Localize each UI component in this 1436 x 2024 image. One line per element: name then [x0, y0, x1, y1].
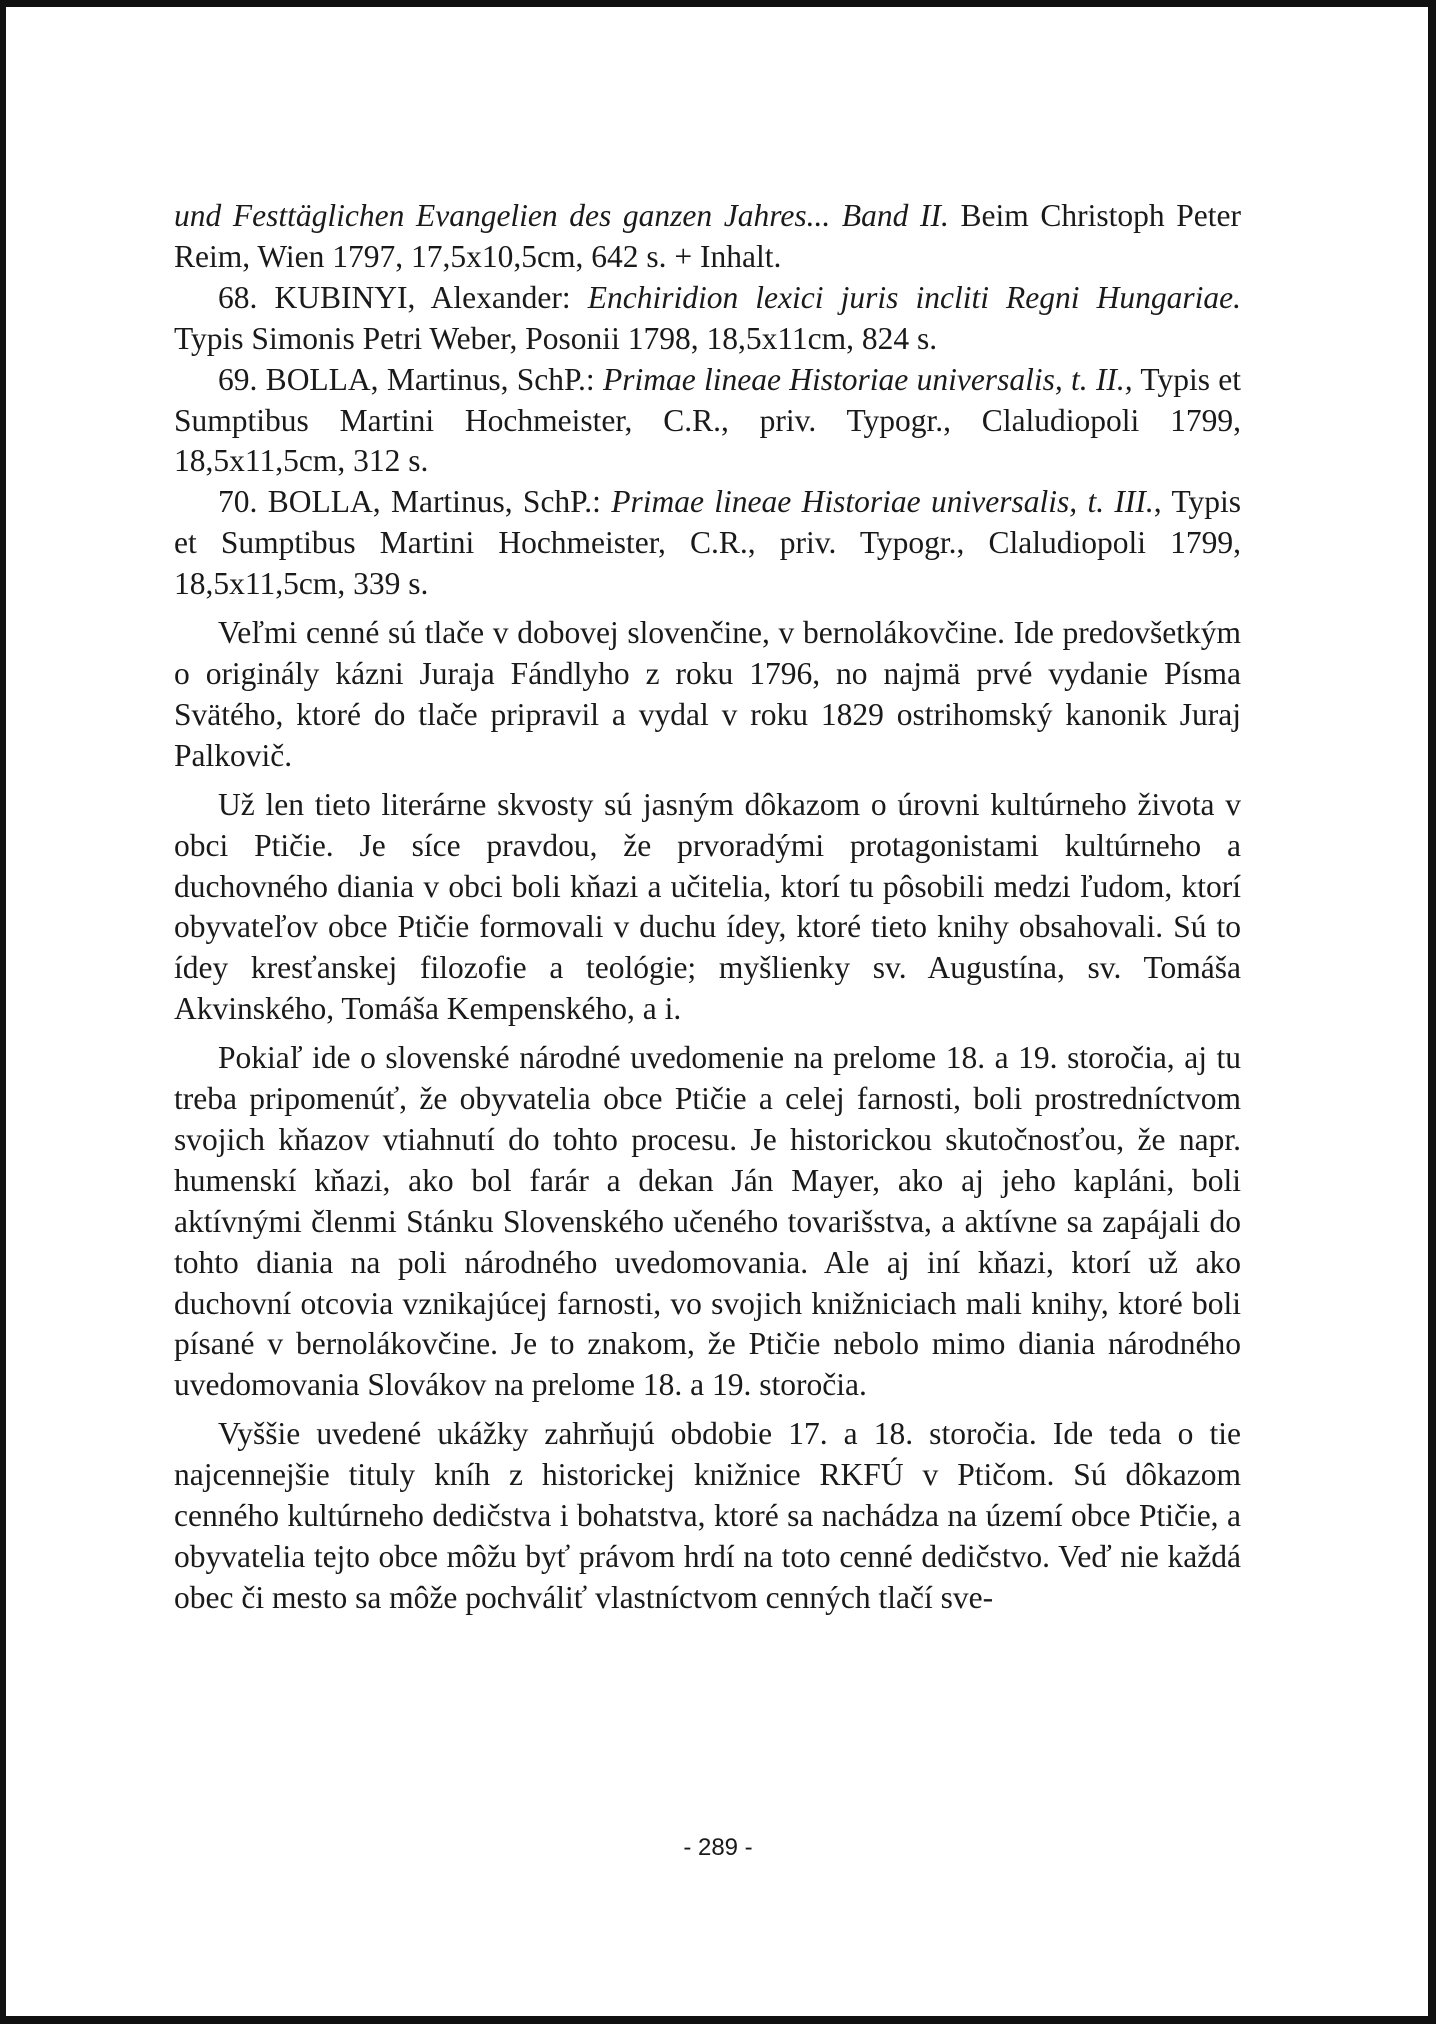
book-title: Enchiridion lexici juris incliti Regni Hungariae. — [587, 279, 1241, 315]
book-title: Primae lineae Historiae universalis, t. III. — [611, 484, 1154, 520]
publication-details: Typis Simonis Petri Weber, Posonii 1798, 18,5x11cm, 824 s. — [174, 320, 938, 356]
body-paragraph: Pokiaľ ide o slovenské národné uvedomenie na prelome 18. a 19. storočia, aj tu treba pripomenúť, že obyvatelia obce Ptičie a celej farnosti, boli prostredníctvom svojich kňazov vtiahnutí do tohto procesu. Je historickou skutočnosťou, že napr. humenskí kňazi, ako bol farár a dekan Ján Mayer, ako aj jeho kapláni, boli aktívnými členmi Stánku Slovenského učeného tovarišstva, a aktívne sa zapájali do tohto diania na poli národného uvedomovania. Ale aj iní kňazi, ktorí už ako duchovní otcovia vznikajúcej farnosti, vo svojich knižniciach mali knihy, ktoré boli písané v bernolákovčine. Je to znakom, že Ptičie nebolo mimo diania národného uvedomovania Slovákov na prelome 18. a 19. storočia. — [174, 1040, 1241, 1403]
page-number: - 289 - — [683, 1834, 753, 1861]
bibliography-entry — [174, 278, 1241, 360]
bibliography-entry — [174, 360, 1241, 483]
entry-author: 70. BOLLA, Martinus, SchP.: — [218, 484, 612, 520]
body-paragraph: Veľmi cenné sú tlače v dobovej slovenčine, v bernolákovčine. Ide predovšetkým o originály kázni Juraja Fándlyho z roku 1796, no najmä prvé vydanie Písma Svätého, ktoré do tlače pripravil a vydal v roku 1829 ostrihomský kanonik Juraj Palkovič. — [174, 615, 1241, 773]
publication-details: , Typis et Sumptibus Martini Hochmeister, C.R., priv. Typogr., Claludiopoli 1799, 18,5x11,5cm, 339 s. — [174, 484, 1241, 602]
publication-details: Beim Christoph Peter Reim, Wien 1797, 17,5x10,5cm, 642 s. + Inhalt. — [174, 198, 1241, 274]
entry-author: 68. KUBINYI, Alexander: — [218, 279, 588, 315]
book-title: Primae lineae Historiae universalis, t. II., — [602, 361, 1133, 397]
entry-author: 69. BOLLA, Martinus, SchP.: — [218, 361, 603, 397]
bibliography-entry — [174, 482, 1241, 605]
body-paragraph: Už len tieto literárne skvosty sú jasným dôkazom o úrovni kultúrneho života v obci Ptičie. Je síce pravdou, že prvoradými protagonistami kultúrneho a duchovného diania v obci boli kňazi a učitelia, ktorí tu pôsobili medzi ľudom, ktorí obyvateľov obce Ptičie formovali v duchu ídey, ktoré tieto knihy obsahovali. Sú to ídey kresťanskej filozofie a teológie; myšlienky sv. Augustína, sv. Tomáša Akvinského, Tomáša Kempenského, a i. — [174, 786, 1241, 1027]
body-paragraph: Vyššie uvedené ukážky zahrňujú obdobie 17. a 18. storočia. Ide teda o tie najcennejšie tituly kníh z historickej knižnice RKFÚ v Ptičom. Sú dôkazom cenného kultúrneho dedičstva i bohatstva, ktoré sa nachádza na území obce Ptičie, a obyvatelia tejto obce môžu byť právom hrdí na toto cenné dedičstvo. Veď nie každá obec či mesto sa môže pochváliť vlastníctvom cenných tlačí sve- — [174, 1416, 1241, 1615]
publication-details: Typis et Sumptibus Martini Hochmeister, C.R., priv. Typogr., Claludiopoli 1799, 18,5x11,5cm, 312 s. — [174, 361, 1241, 479]
bibliography-entry — [174, 196, 1241, 278]
page-body — [174, 196, 1241, 1619]
book-title: und Festtäglichen Evangelien des ganzen Jahres... Band II. — [174, 198, 949, 233]
